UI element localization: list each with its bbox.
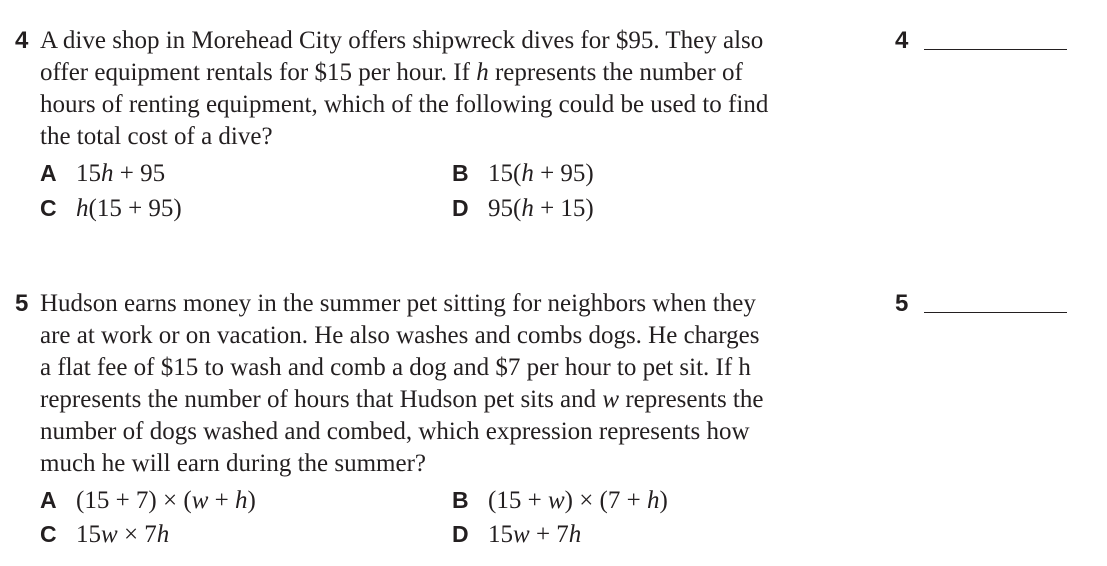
choice-letter: A: [40, 160, 57, 186]
answer-label: 4: [895, 27, 909, 54]
question-number: 4: [15, 27, 29, 54]
choice-letter: B: [452, 487, 469, 513]
choice-expression: 15(h + 95): [488, 160, 594, 187]
choice-d[interactable]: [452, 192, 594, 225]
question-line: A dive shop in Morehead City offers shipwreck dives for $95. They also: [40, 27, 764, 54]
choice-letter: A: [40, 487, 57, 513]
question-line: represents the number of hours that Hudson pet sits and w represents the: [40, 386, 764, 413]
choice-expression: h(15 + 95): [76, 195, 182, 222]
choice-letter: C: [40, 195, 57, 221]
choice-expression: 15h + 95: [76, 160, 166, 187]
question-line: the total cost of a dive?: [40, 123, 273, 150]
question-line: Hudson earns money in the summer pet sitting for neighbors when they: [40, 290, 756, 317]
choice-expression: 15w + 7h: [488, 521, 582, 548]
choice-c[interactable]: [40, 192, 182, 225]
choice-expression: (15 + w) × (7 + h): [488, 487, 668, 514]
answer-blank[interactable]: [924, 49, 1067, 50]
choice-b[interactable]: [452, 157, 594, 190]
choice-letter: D: [452, 195, 469, 221]
question-line: much he will earn during the summer?: [40, 450, 426, 477]
choice-a[interactable]: [40, 157, 165, 190]
question-text: [40, 288, 860, 480]
choice-expression: 15w × 7h: [76, 521, 170, 548]
question-line: hours of renting equipment, which of the following could be used to find: [40, 91, 769, 118]
choice-a[interactable]: [40, 484, 256, 517]
choice-letter: B: [452, 160, 469, 186]
choice-c[interactable]: [40, 518, 169, 551]
choice-b[interactable]: [452, 484, 668, 517]
question-text: [40, 25, 860, 153]
question-line: offer equipment rentals for $15 per hour. If h represents the number of: [40, 59, 743, 86]
choice-letter: D: [452, 521, 469, 547]
choice-expression: (15 + 7) × (w + h): [76, 487, 256, 514]
choice-d[interactable]: [452, 518, 581, 551]
choice-expression: 95(h + 15): [488, 195, 594, 222]
answer-label: 5: [895, 290, 909, 317]
question-line: are at work or on vacation. He also washes and combs dogs. He charges: [40, 322, 760, 349]
question-line: a flat fee of $15 to wash and comb a dog and $7 per hour to pet sit. If h: [40, 354, 751, 381]
question-line: number of dogs washed and combed, which expression represents how: [40, 418, 750, 445]
question-number: 5: [15, 290, 29, 317]
answer-blank[interactable]: [924, 312, 1067, 313]
choice-letter: C: [40, 521, 57, 547]
